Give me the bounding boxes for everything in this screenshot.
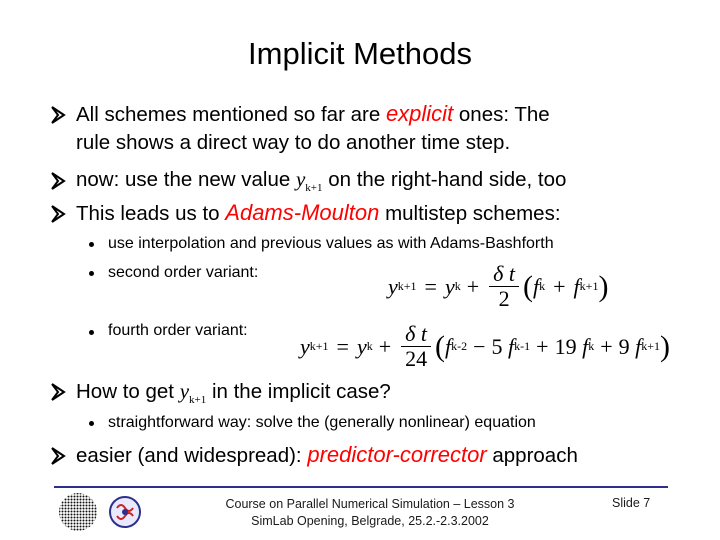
sub-bullet-dot bbox=[89, 242, 94, 247]
bullet-4: How to get $y_{k+1}$ in the implicit case? bbox=[76, 379, 391, 407]
equation-second-order: y k+1 = y k + $\frac{\text{δ t}}{2}$ ( f k + f k+1 ) bbox=[388, 261, 609, 311]
simlab-logo-icon bbox=[108, 495, 142, 529]
sub-bullet-fourth-order: fourth order variant: bbox=[108, 322, 248, 339]
sub-bullet-interpolation: use interpolation and previous values as with Adams-Bashforth bbox=[108, 235, 554, 252]
arrow-bullet-icon bbox=[50, 106, 66, 124]
bullet-1: All schemes mentioned so far are explicit ones: The bbox=[76, 101, 550, 126]
explicit-emphasis: explicit bbox=[385, 101, 454, 126]
equation-fourth-order: y k+1 = y k + $\frac{\text{δ t}}{24}$ ( f k-2 − 5 f k-1 + 19 f k + 9 f k+1 ) bbox=[300, 321, 671, 371]
arrow-bullet-icon bbox=[50, 447, 66, 465]
dot-grid-logo-icon bbox=[58, 492, 98, 532]
arrow-bullet-icon bbox=[50, 172, 66, 190]
fraction-dt-over-2: $\frac{\text{δ t}}{2}$ bbox=[489, 262, 519, 311]
sub-bullet-dot bbox=[89, 271, 94, 276]
inline-y-k1: $y_{k+1}$ bbox=[179, 379, 207, 407]
arrow-bullet-icon bbox=[50, 205, 66, 223]
fraction-dt-over-24: $\frac{\text{δ t}}{24}$ bbox=[401, 322, 431, 371]
bullet-2: now: use the new value $y_{k+1}$ on the right-hand side, too bbox=[76, 167, 567, 195]
sub-bullet-dot bbox=[89, 330, 94, 335]
inline-y-k1: $y_{k+1}$ bbox=[295, 167, 323, 195]
predictor-corrector-emphasis: predictor-corrector bbox=[307, 442, 487, 467]
footer-rule bbox=[54, 486, 668, 488]
footer-course-info: Course on Parallel Numerical Simulation – Lesson 3 SimLab Opening, Belgrade, 25.2.-2.3.2002 bbox=[225, 497, 515, 528]
adams-moulton-emphasis: Adams-Moulton bbox=[225, 200, 380, 225]
sub-bullet-straightforward: straightforward way: solve the (generally nonlinear) equation bbox=[108, 414, 536, 431]
bullet-1-line-2: rule shows a direct way to do another time step. bbox=[76, 131, 511, 154]
arrow-bullet-icon bbox=[50, 383, 66, 401]
sub-bullet-dot bbox=[89, 421, 94, 426]
slide-number: Slide 7 bbox=[612, 496, 651, 510]
bullet-5: easier (and widespread): predictor-corrector approach bbox=[76, 442, 578, 467]
bullet-3: This leads us to Adams-Moulton multistep schemes: bbox=[76, 200, 561, 225]
slide-title: Implicit Methods bbox=[248, 36, 472, 71]
sub-bullet-second-order: second order variant: bbox=[108, 264, 259, 281]
